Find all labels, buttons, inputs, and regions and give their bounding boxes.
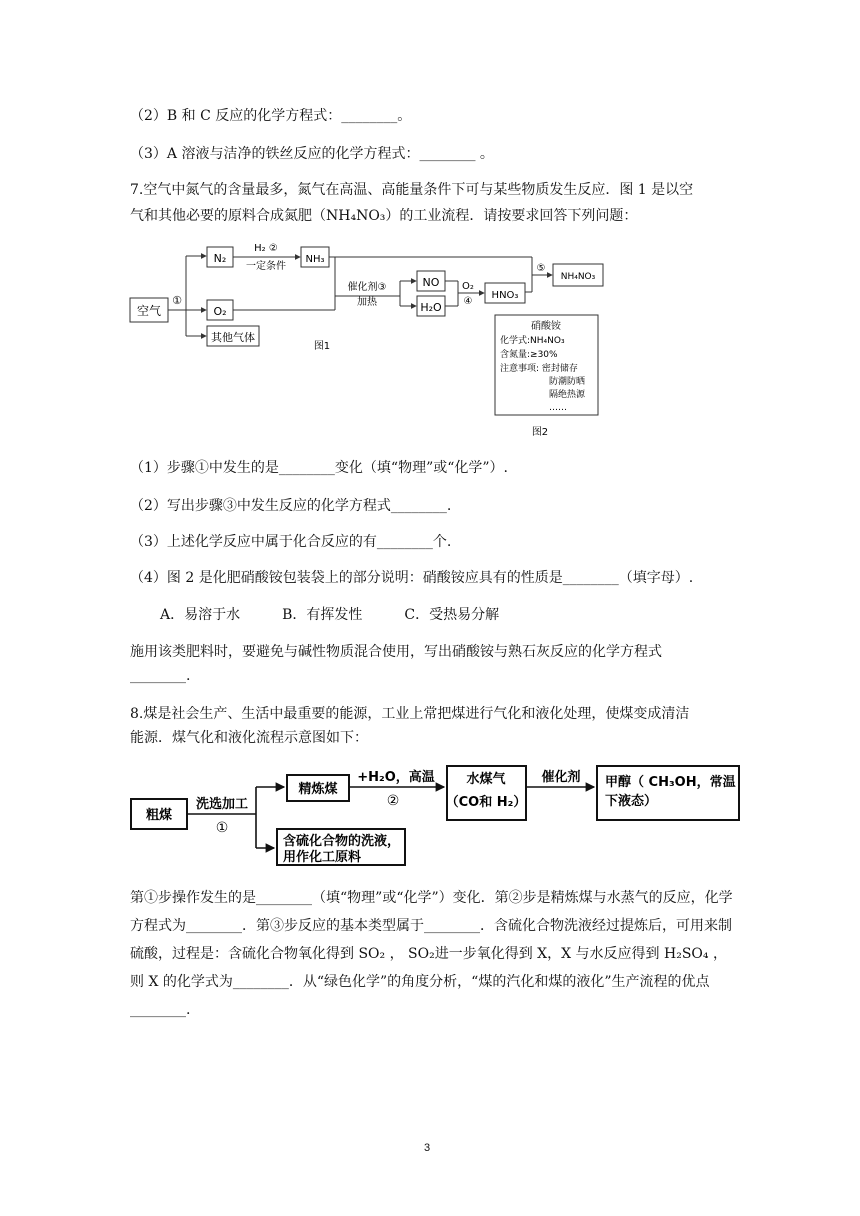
- step5-label: ⑤: [536, 263, 546, 274]
- q8-stem-line1: 8.煤是社会生产、生活中最重要的能源，工业上常把煤进行气化和液化处理，使煤变成清洁: [130, 706, 690, 722]
- methanol-label-2: 下液态）: [605, 794, 658, 809]
- step1-label: ①: [172, 294, 182, 307]
- q7-q5-line1: 施用该类肥料时，要避免与碱性物质混合使用，写出硝酸铵与熟石灰反应的化学方程式: [130, 644, 662, 660]
- page-number: 3: [424, 1142, 431, 1154]
- nh4no3-label: NH₄NO₃: [560, 272, 596, 282]
- fig2-note3: 隔绝热源: [549, 390, 586, 400]
- methanol-label: 甲醇（ CH₃OH，常温: [605, 775, 736, 790]
- q7-q3: （3）上述化学反应中属于化合反应的有________个.: [130, 534, 452, 550]
- q7-options: A．易溶于水 B．有挥发性 C．受热易分解: [160, 607, 500, 623]
- fig2-note4: ……: [549, 403, 567, 413]
- fig2-nitrogen: 含氮量:≥30%: [500, 350, 558, 360]
- water-gas-components: （CO和 H₂）: [445, 795, 527, 810]
- cond2-label: 一定条件: [246, 261, 286, 272]
- no-label: NO: [422, 276, 440, 289]
- heat3-label: 加热: [357, 297, 377, 308]
- q6-part3: （3）A 溶液与洁净的铁丝反应的化学方程式：________ 。: [130, 146, 494, 162]
- n2-label: N₂: [213, 252, 227, 265]
- q8-stem-line2: 能源．煤气化和液化流程示意图如下：: [130, 730, 368, 746]
- air-label: 空气: [136, 304, 162, 318]
- q7-q4: （4）图 2 是化肥硝酸铵包装袋上的部分说明：硝酸铵应具有的性质是________（填字母）.: [130, 570, 694, 586]
- step4-label: ④: [463, 296, 473, 307]
- fig2-notes: 注意事项: 密封储存: [500, 364, 578, 374]
- nh3-label: NH₃: [305, 254, 325, 265]
- step1-mark: ①: [215, 820, 229, 836]
- o2-label: O₂: [213, 305, 227, 318]
- q7-q5-line2: ________.: [130, 668, 191, 684]
- h2o-label: H₂O: [420, 301, 442, 314]
- sulfur-wash-label-2: 用作化工原料: [283, 850, 362, 865]
- coal-label: 粗煤: [145, 808, 173, 823]
- fig2-title: 硝酸铵: [531, 321, 561, 332]
- q7-q1: （1）步骤①中发生的是________变化（填“物理”或“化学”）.: [130, 460, 508, 476]
- condition-label: +H₂O，高温: [357, 770, 435, 785]
- cat3-label: 催化剂③: [347, 282, 387, 293]
- h2-step2-label: H₂ ②: [254, 243, 278, 254]
- refined-coal-label: 精炼煤: [298, 782, 338, 797]
- q7-q2: （2）写出步骤③中发生反应的化学方程式________.: [130, 498, 452, 514]
- o2-reagent-label: O₂: [462, 281, 474, 292]
- fig2-note2: 防潮防晒: [549, 377, 586, 387]
- sulfur-wash-label: 含硫化合物的洗液，: [283, 834, 401, 849]
- fig2-caption: 图2: [531, 427, 549, 438]
- step2-mark: ②: [386, 793, 400, 809]
- fig1-caption: 图1: [313, 341, 331, 352]
- catalyst-label: 催化剂: [541, 770, 581, 785]
- q7-stem-line1: 7.空气中氮气的含量最多，氮气在高温、高能量条件下可与某些物质发生反应．图 1 是以空: [130, 182, 694, 198]
- other-gas-label: 其他气体: [211, 331, 255, 344]
- hno3-label: HNO₃: [491, 290, 519, 301]
- fig2-formula: 化学式:NH₄NO₃: [500, 336, 565, 346]
- q7-stem-line2: 气和其他必要的原料合成氮肥（NH₄NO₃）的工业流程．请按要求回答下列问题：: [130, 208, 638, 224]
- q6-part2: （2）B 和 C 反应的化学方程式：________。: [130, 108, 412, 124]
- water-gas-label: 水煤气: [466, 772, 506, 787]
- q8-body: 第①步操作发生的是________（填“物理”或“化学”）变化．第②步是精炼煤与水蒸气的反应，化学方程式为________．第③步反应的基本类型属于________．含硫化合物洗液经过提炼后，可用来制硫酸，过程是：含硫化合物氧化得到 SO₂ ， SO₂进一步氧化得到 X，X 与水反应得到 H₂SO₄ ， 则 X 的化学式为________．从“绿色化学”的角度分析，“煤的汽化和煤的液化”生产流程的优点________.: [130, 890, 733, 1018]
- wash-label: 洗选加工: [195, 797, 249, 812]
